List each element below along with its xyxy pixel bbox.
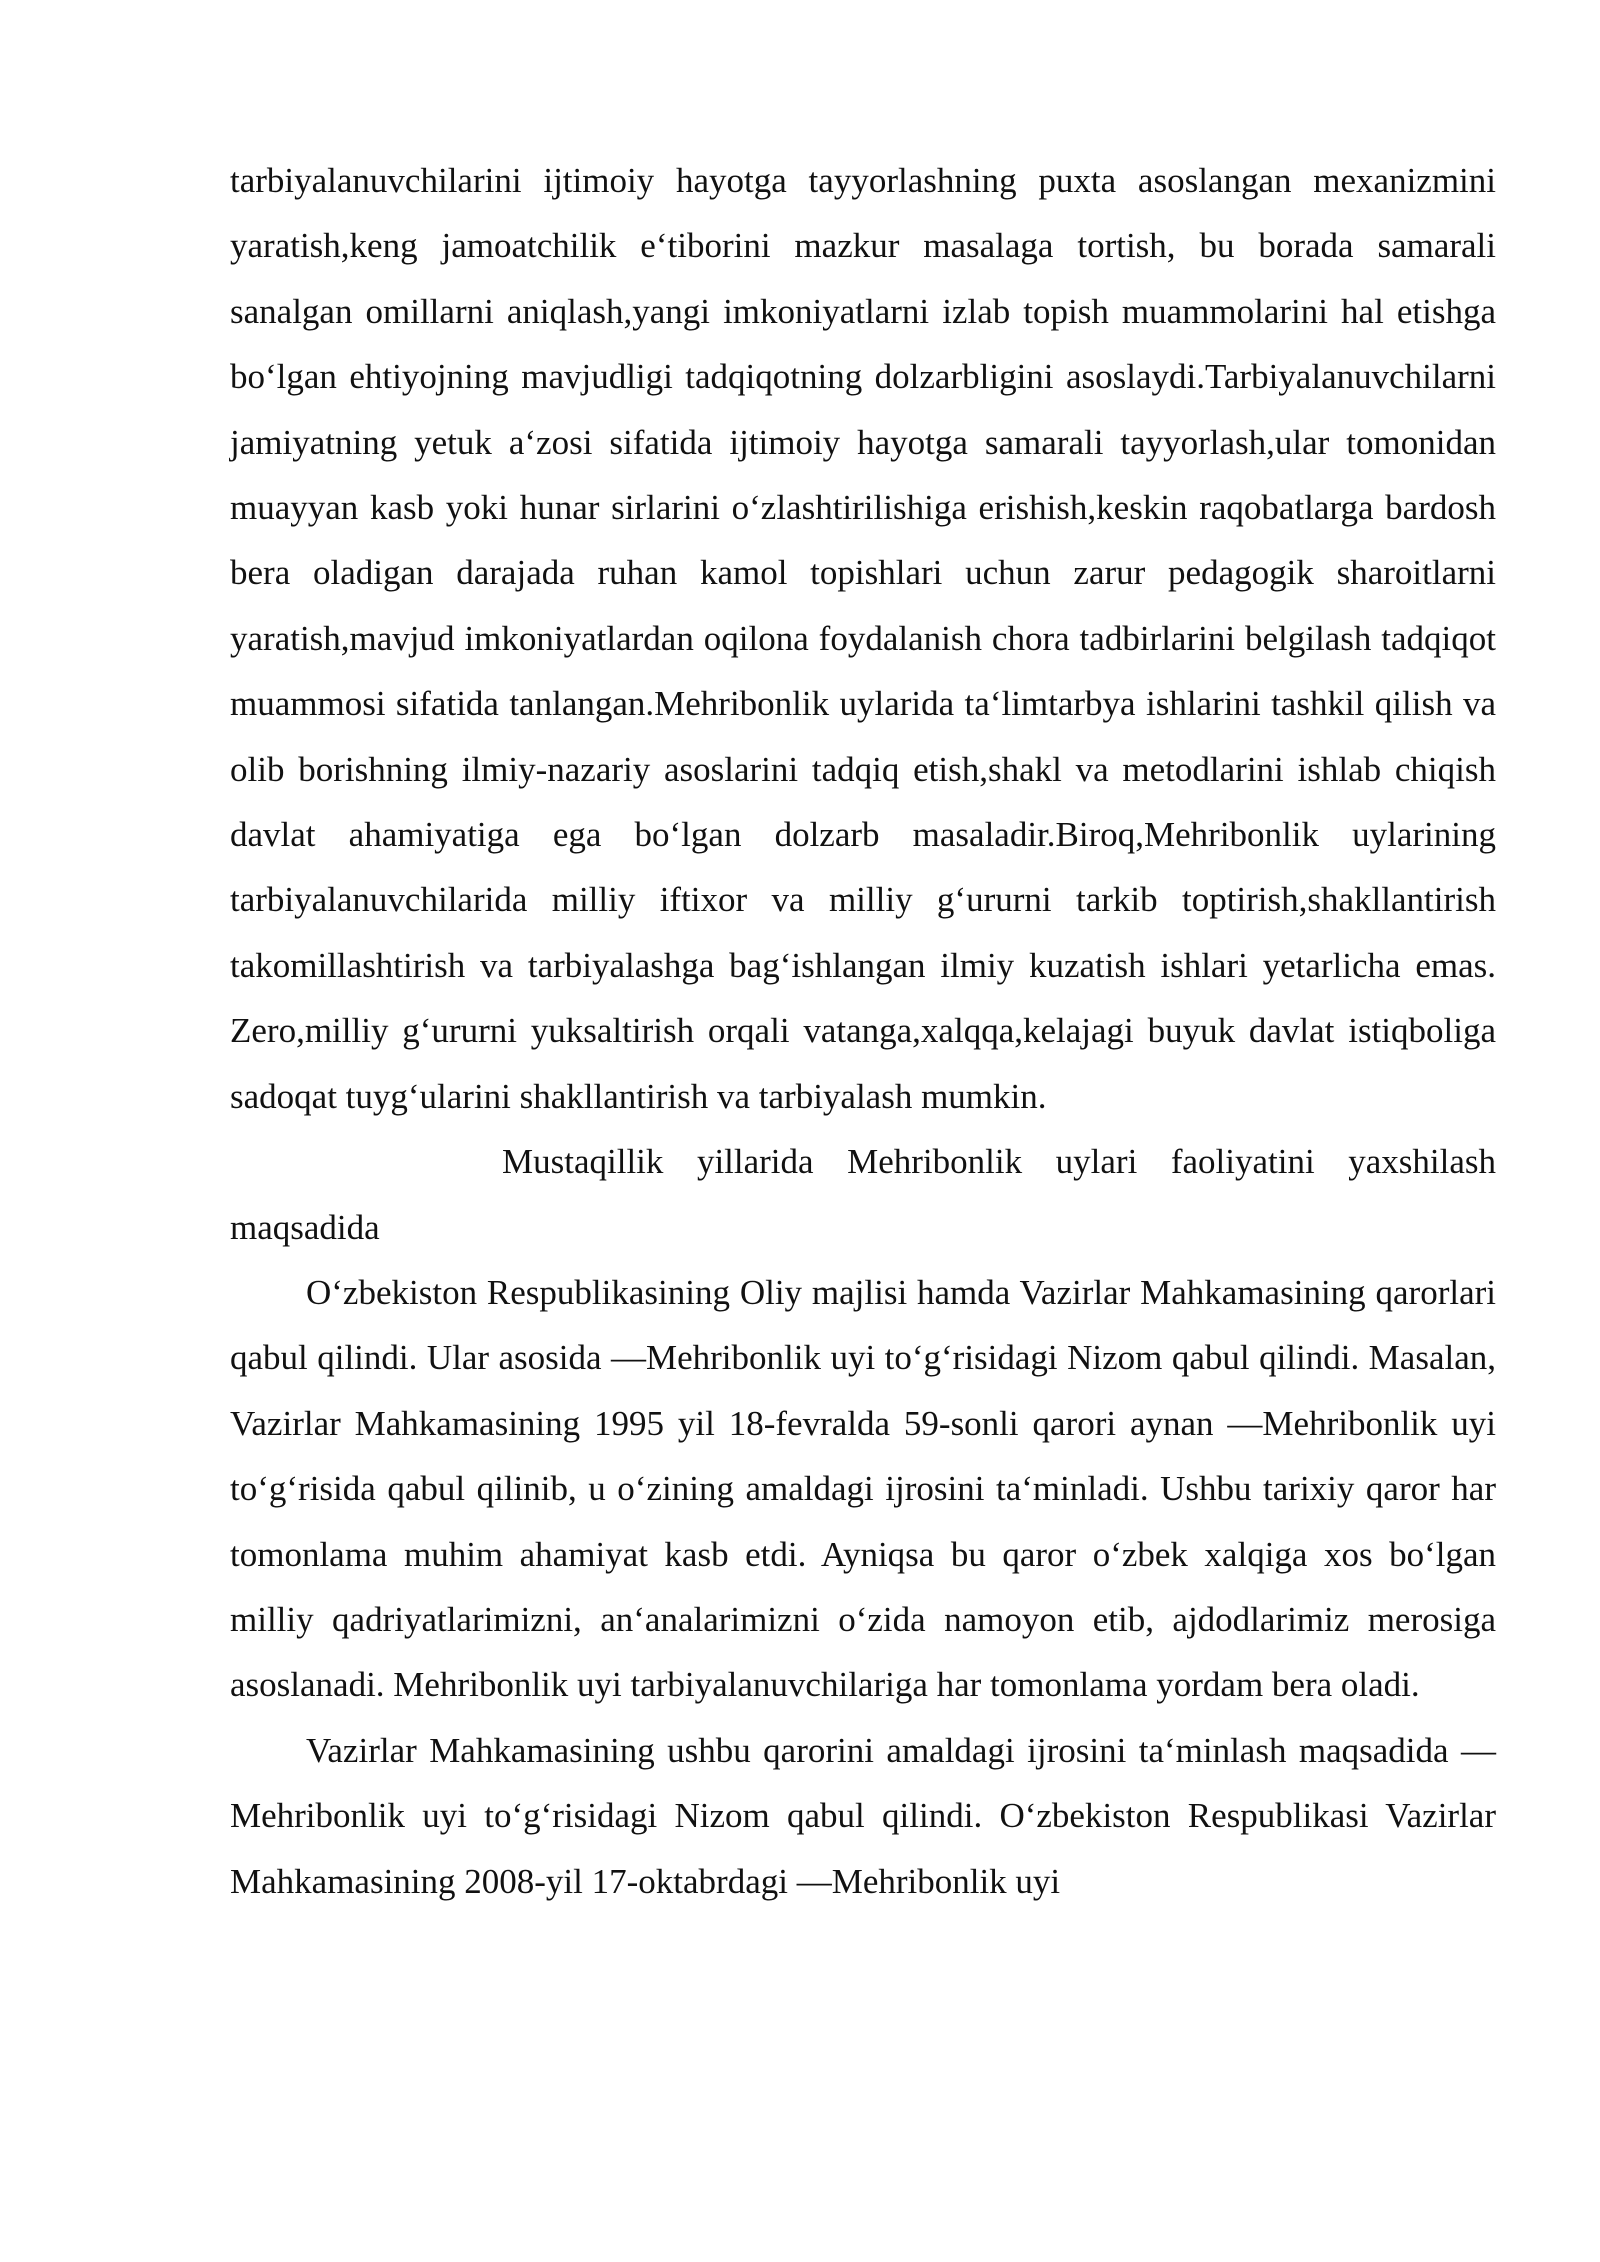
body-paragraph-3: O‘zbekiston Respublikasining Oliy majlisi hamda Vazirlar Mahkamasining qarorlari qabul qilindi. Ular asosida —Mehribonlik uyi to‘g‘risidagi Nizom qabul qilindi. Masalan, Vazirlar Mahkamasining 1995 yil 18-fevralda 59-sonli qarori aynan —Mehribonlik uyi to‘g‘risida qabul qilinib, u o‘zining amaldagi ijrosini ta‘minladi. Ushbu tarixiy qaror har tomonlama muhim ahamiyat kasb etdi. Ayniqsa bu qaror o‘zbek xalqiga xos bo‘lgan milliy qadriyatlarimizni, an‘analarimizni o‘zida namoyon etib, ajdodlarimiz merosiga asoslanadi. Mehribonlik uyi tarbiyalanuvchilariga har tomonlama yordam bera oladi.: [230, 1272, 1496, 1705]
body-paragraph-1: tarbiyalanuvchilarini ijtimoiy hayotga tayyorlashning puxta asoslangan mexanizmini yaratish,keng jamoatchilik e‘tiborini mazkur masalaga tortish, bu borada samarali sanalgan omillarni aniqlash,yangi imkoniyatlarni izlab topish muammolarini hal etishga bo‘lgan ehtiyojning mavjudligi tadqiqotning dolzarbligini asoslaydi.Tarbiyalanuvchilarni jamiyatning yetuk a‘zosi sifatida ijtimoiy hayotga samarali tayyorlash,ular tomonidan muayyan kasb yoki hunar sirlarini o‘zlashtirilishiga erishish,keskin raqobatlarga bardosh bera oladigan darajada ruhan kamol topishlari uchun zarur pedagogik sharoitlarni yaratish,mavjud imkoniyatlardan oqilona foydalanish chora tadbirlarini belgilash tadqiqot muammosi sifatida tanlangan.Mehribonlik uylarida ta‘limtarbya ishlarini tashkil qilish va olib borishning ilmiy-nazariy asoslarini tadqiq etish,shakl va metodlarini ishlab chiqish davlat ahamiyatiga ega bo‘lgan dolzarb masaladir.Biroq,Mehribonlik uylarining tarbiyalanuvchilarida milliy iftixor va milliy g‘ururni tarkib toptirish,shakllantirish takomillashtirish va tarbiyalashga bag‘ishlangan ilmiy kuzatish ishlari yetarlicha emas. Zero,milliy g‘ururni yuksaltirish orqali vatanga,xalqqa,kelajagi buyuk davlat istiqboliga sadoqat tuyg‘ularini shakllantirish va tarbiyalash mumkin.: [230, 161, 1496, 1116]
body-paragraph-2: Mustaqillik yillarida Mehribonlik uylari faoliyatini yaxshilash maqsadida: [230, 1142, 1496, 1247]
document-page: [230, 148, 1496, 1914]
body-paragraph-4: Vazirlar Mahkamasining ushbu qarorini amaldagi ijrosini ta‘minlash maqsadida —Mehribonlik uyi to‘g‘risidagi Nizom qabul qilindi. O‘zbekiston Respublikasi Vazirlar Mahkamasining 2008-yil 17-oktabrdagi —Mehribonlik uyi: [230, 1730, 1496, 1901]
